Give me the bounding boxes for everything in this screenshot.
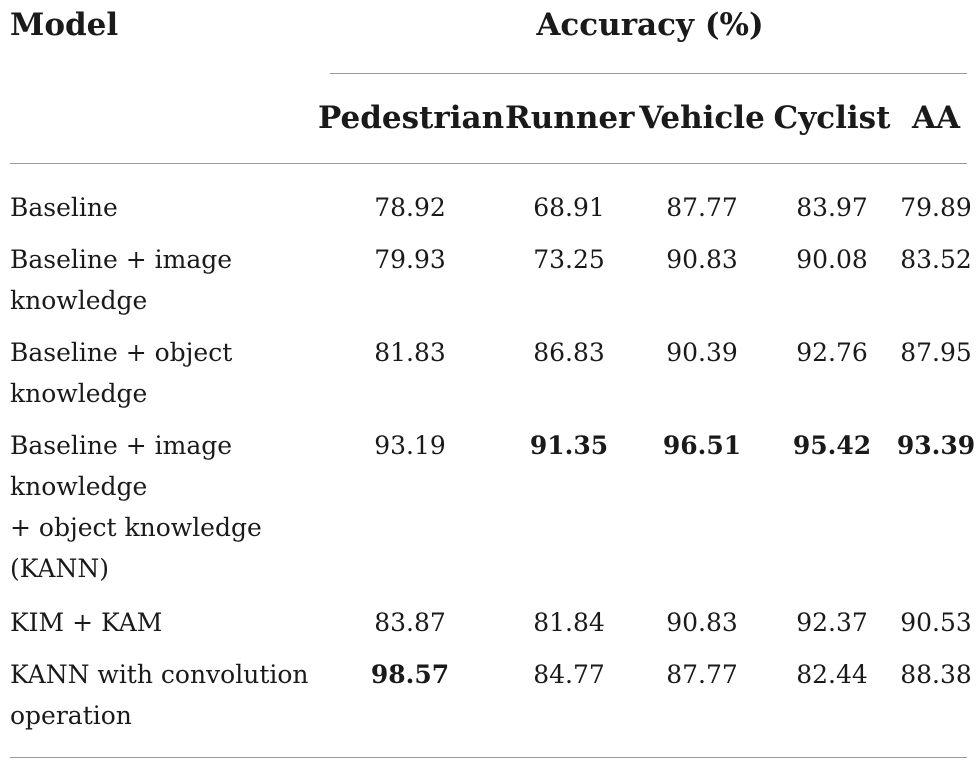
vehicle-value-best: 96.51 (662, 431, 742, 460)
model-name-line: Baseline + object (10, 338, 233, 367)
pedestrian-value: 79.93 (374, 245, 446, 274)
cyclist-value: 92.76 (796, 338, 868, 367)
vehicle-value: 87.77 (666, 660, 738, 689)
model-name-line: Baseline + image (10, 245, 233, 274)
vehicle-value: 90.83 (666, 245, 738, 274)
cyclist-value: 92.37 (796, 608, 868, 637)
model-name-cell (10, 425, 322, 589)
model-name-cell (10, 654, 322, 736)
model-name-line: + object knowledge (10, 513, 262, 542)
cyclist-value: 83.97 (796, 193, 868, 222)
model-name-line: operation (10, 701, 132, 730)
pedestrian-value: 83.87 (374, 608, 446, 637)
model-name-cell (10, 239, 322, 321)
pedestrian-value: 78.92 (374, 193, 446, 222)
model-name-line: Baseline + image (10, 431, 233, 460)
cyclist-value: 82.44 (796, 660, 868, 689)
vehicle-value: 87.77 (666, 193, 738, 222)
accuracy-header-rule (330, 73, 967, 74)
model-name-cell (10, 602, 322, 643)
runner-value: 68.91 (533, 193, 605, 222)
model-name-line: Baseline (10, 193, 118, 222)
aa-value: 88.38 (900, 660, 972, 689)
column-header-vehicle: Vehicle (639, 100, 765, 136)
model-column-header: Model (10, 7, 119, 43)
aa-value: 87.95 (900, 338, 972, 367)
column-header-aa: AA (911, 100, 961, 136)
cyclist-value-best: 95.42 (792, 431, 872, 460)
pedestrian-value: 93.19 (374, 431, 446, 460)
column-header-cyclist: Cyclist (773, 100, 891, 136)
model-name-cell (10, 332, 322, 414)
table-bottom-rule (10, 757, 967, 758)
model-name-cell (10, 187, 322, 228)
runner-value: 86.83 (533, 338, 605, 367)
aa-value: 79.89 (900, 193, 972, 222)
pedestrian-value: 81.83 (374, 338, 446, 367)
model-name-line: knowledge (10, 379, 148, 408)
vehicle-value: 90.83 (666, 608, 738, 637)
aa-value: 83.52 (900, 245, 972, 274)
runner-value: 81.84 (533, 608, 605, 637)
model-name-line: (KANN) (10, 554, 109, 583)
column-header-pedestrian: Pedestrian (318, 100, 505, 136)
model-name-line: knowledge (10, 286, 148, 315)
runner-value-best: 91.35 (529, 431, 609, 460)
accuracy-group-header: Accuracy (%) (536, 7, 764, 43)
vehicle-value: 90.39 (666, 338, 738, 367)
model-name-line: KANN with convolution (10, 660, 309, 689)
runner-value: 73.25 (533, 245, 605, 274)
aa-value: 90.53 (900, 608, 972, 637)
aa-value-best: 93.39 (896, 431, 976, 460)
model-name-line: KIM + KAM (10, 608, 163, 637)
column-header-runner: Runner (505, 100, 635, 136)
cyclist-value: 90.08 (796, 245, 868, 274)
runner-value: 84.77 (533, 660, 605, 689)
model-name-line: knowledge (10, 472, 148, 501)
header-bottom-rule (10, 163, 967, 164)
pedestrian-value-best: 98.57 (370, 660, 450, 689)
